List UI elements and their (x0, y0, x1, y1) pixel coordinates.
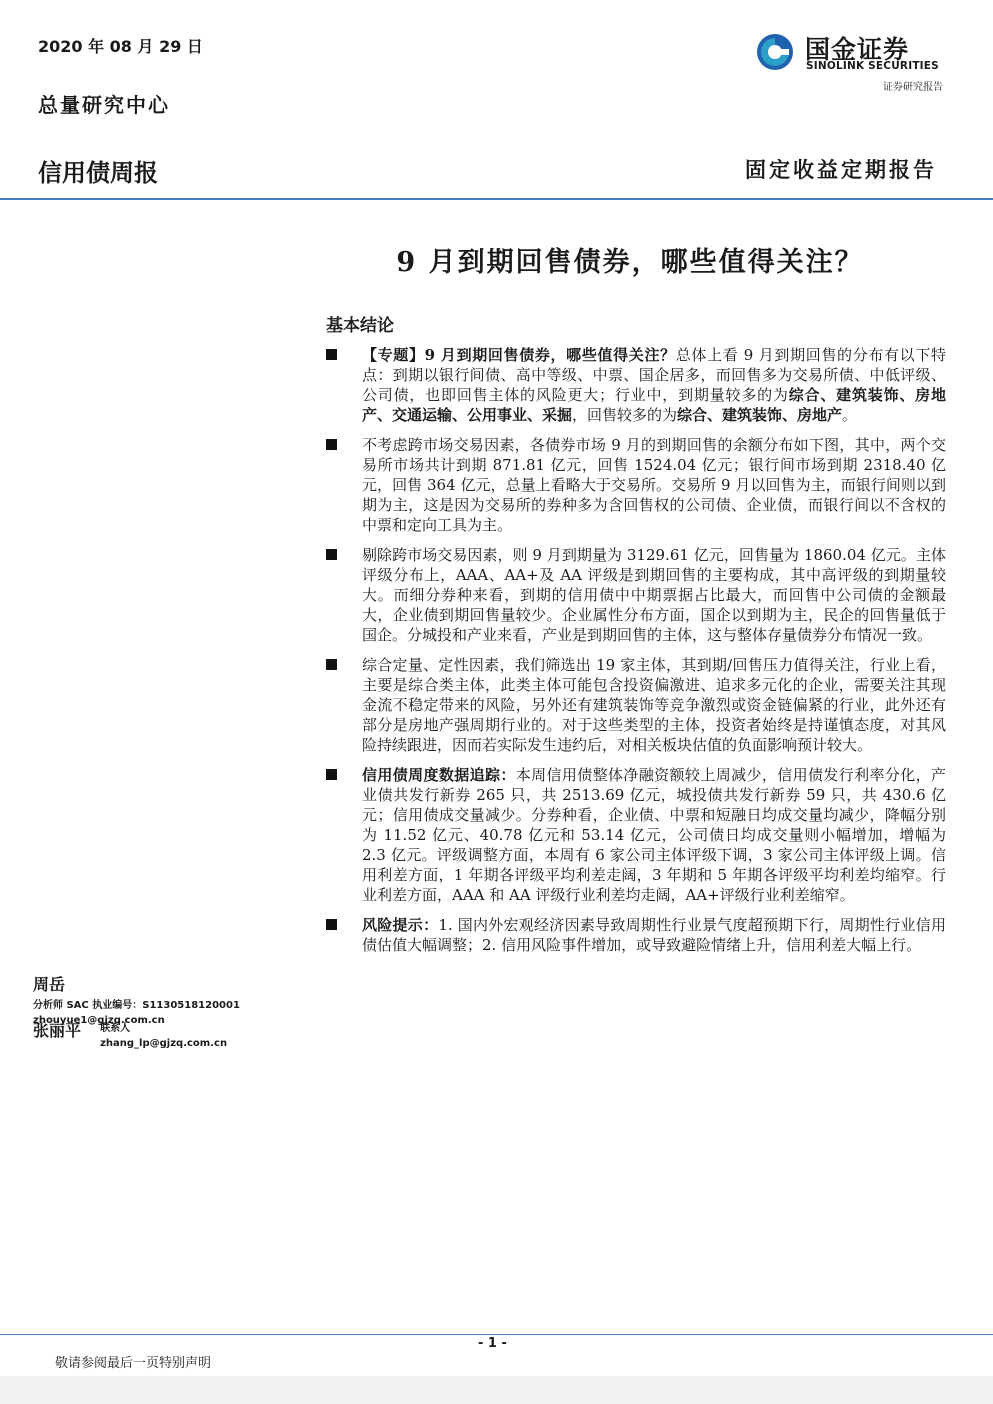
brand-logo (755, 32, 945, 76)
square-bullet-icon (326, 919, 337, 930)
body-text: ，回售较多的为 (572, 406, 678, 424)
emphasis-text: 【专题】9 月到期回售债券，哪些值得关注？ (362, 346, 676, 364)
author-email: zhang_lp@gjzq.com.cn (100, 1038, 228, 1049)
footer-divider (0, 1334, 993, 1335)
sinolink-logo-icon (755, 32, 795, 72)
square-bullet-icon (326, 769, 337, 780)
body-text: 。 (842, 406, 858, 424)
emphasis-text: 信用债周度数据追踪： (362, 766, 516, 784)
brand-tagline: 证券研究报告 (883, 82, 943, 93)
header-divider (0, 198, 993, 200)
conclusion-item (326, 765, 946, 905)
emphasis-text: 风险提示： (362, 916, 439, 934)
footer-band (0, 1376, 993, 1404)
body-text: 不考虑跨市场交易因素，各债券市场 9 月的到期回售的余额分布如下图，其中，两个交易所市场共计到期 871.81 亿元，回售 1524.04 亿元；银行间市场到期 2318.40 亿元，回售 364 亿元，总量上看略大于交易所。交易所 9 月以回售为主，而银行间则以到期为主，这是因为交易所的券种多为含回售权的公司债、企业债，而银行间以不含权的中票和定向工具为主。 (362, 436, 946, 534)
conclusion-item (326, 915, 946, 955)
square-bullet-icon (326, 659, 337, 670)
author-role: 分析师 SAC 执业编号：S1130518120001 (33, 1000, 240, 1011)
body-text: 剔除跨市场交易因素，则 9 月到期量为 3129.61 亿元，回售量为 1860.04 亿元。主体评级分布上，AAA、AA+及 AA 评级是到期回售的主要构成，其中高评级的到期量较大。而细分券种来看，到期的信用债中中期票据占比最大，而回售中公司债的金额最大，企业债到期回售量较少。企业属性分布方面，国企以到期为主，民企的回售量低于国企。分城投和产业来看，产业是到期回售的主体，这与整体存量债券分布情况一致。 (362, 546, 946, 644)
conclusion-list (326, 345, 946, 965)
report-date: 2020 年 08 月 29 日 (38, 37, 203, 56)
author-name: 张丽平 (33, 1021, 82, 1040)
report-series-title: 信用债周报 (38, 159, 158, 187)
square-bullet-icon (326, 349, 337, 360)
report-headline: 9 月到期回售债券，哪些值得关注？ (396, 247, 864, 278)
brand-name-cn: 国金证券 (805, 35, 910, 64)
body-text: 本周信用债整体净融资额较上周减少，信用债发行利率分化，产业债共发行新券 265 只，共 2513.69 亿元，城投债共发行新券 59 只，共 430.6 亿元；信用债成交量减少。分券种看，企业债、中票和短融日均成交量均减少，降幅分别为 11.52 亿元、40.78 亿元和 53.14 亿元，公司债日均成交量则小幅增加，增幅为 2.3 亿元。评级调整方面，本周有 6 家公司主体评级下调，3 家公司主体评级上调。信用利差方面，1 年期各评级平均利差走阔，3 年期和 5 年期各评级平均利差均缩窄。行业利差方面，AAA 和 AA 评级行业利差均走阔，AA+评级行业利差缩窄。 (362, 766, 946, 904)
emphasis-text: 综合、建筑装饰、房地产、交通运输、公用事业、采掘 (362, 386, 946, 424)
body-text: 1. 国内外宏观经济因素导致周期性行业景气度超预期下行，周期性行业信用债估值大幅调整；2. 信用风险事件增加，或导致避险情绪上升，信用利差大幅上行。 (362, 916, 946, 954)
section-heading: 基本结论 (326, 316, 394, 336)
square-bullet-icon (326, 439, 337, 450)
research-center: 总量研究中心 (38, 93, 170, 117)
body-text: 综合定量、定性因素，我们筛选出 19 家主体，其到期/回售压力值得关注，行业上看，主要是综合类主体，此类主体可能包含投资偏激进、追求多元化的企业，需要关注其现金流不稳定带来的风险，另外还有建筑装饰等竞争激烈或资金链偏紧的行业，此外还有部分是房地产强周期行业的。对于这些类型的主体，投资者始终是持谨慎态度，对其风险持续跟进，因而若实际发生违约后，对相关板块估值的负面影响预计较大。 (362, 656, 946, 754)
footer-disclaimer: 敬请参阅最后一页特别声明 (55, 1356, 212, 1371)
page-number: - 1 - (478, 1336, 507, 1351)
square-bullet-icon (326, 549, 337, 560)
conclusion-item (326, 545, 946, 645)
conclusion-item (326, 655, 946, 755)
author-role: 联系人 (100, 1023, 131, 1034)
brand-name-en: SINOLINK SECURITIES (806, 60, 939, 72)
emphasis-text: 综合、建筑装饰、房地产 (677, 406, 843, 424)
report-type: 固定收益定期报告 (745, 157, 937, 182)
conclusion-item (326, 435, 946, 535)
body-text: 总体上看 9 月到期回售的分布有以下特点：到期以银行间债、高中等级、中票、国企居多，而回售多为交易所债、中低评级、公司债，也即回售主体的风险更大；行业中，到期量较多的为 (362, 346, 946, 404)
author-name: 周岳 (33, 975, 66, 994)
conclusion-item (326, 345, 946, 425)
author-email: zhouyue1@gjzq.com.cn (33, 1015, 165, 1026)
author-block (33, 1018, 303, 1051)
